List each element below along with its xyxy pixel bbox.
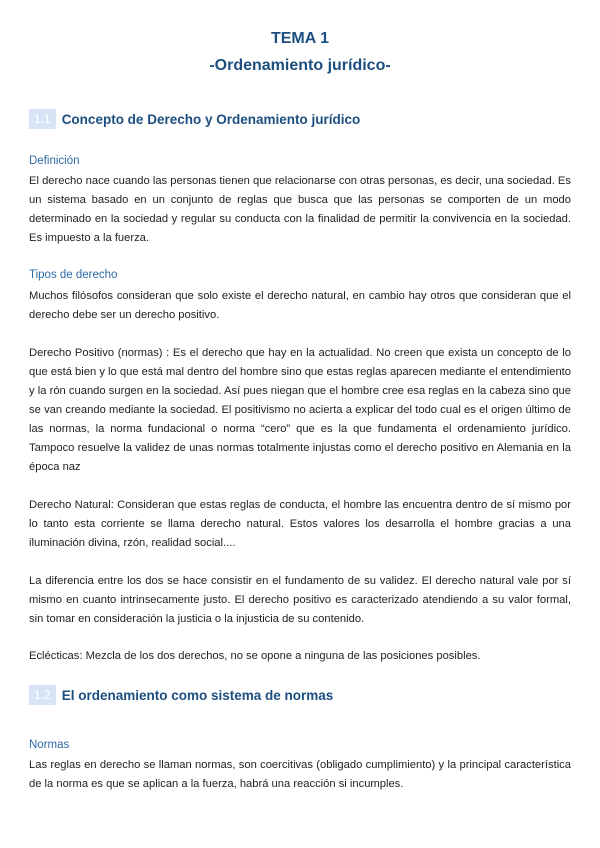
document-subtitle: -Ordenamiento jurídico- [209,57,391,74]
paragraph-normas: Las reglas en derecho se llaman normas, son coercitivas (obligado cumplimiento) y la principal característica de la norma es que se aplican a la fuerza, habrá una reacción si incumples. [29,759,571,790]
section-heading-1-2 [29,685,333,705]
section-heading-1-1 [29,109,360,129]
subheading-definicion: Definición [29,155,80,167]
subheading-normas: Normas [29,739,70,751]
paragraph-derecho-positivo: Derecho Positivo (normas) : Es el derecho que hay en la actualidad. No creen que exista un concepto de lo que está bien y lo que está mal dentro del hombre sino que estas reglas aparecen mediante el entendimiento y la rón cuando surgen en la sociedad. Así pues niegan que el hombre cree esa reglas en la cabeza sino que se van creando mediante la sociedad. El positivismo no acierta a explicar del todo cual es el origen último de las normas, la norma fundacional o norma “cero” que es la que fundamenta el ordenamiento jurídico. Tampoco resuelve la validez de unas normas totalmente injustas como el derecho positivo en Alemania en la época naz [29,347,571,473]
paragraph-tipos-intro: Muchos filósofos consideran que solo existe el derecho natural, en cambio hay otros que consideran que el derecho debe ser un derecho positivo. [29,290,571,321]
paragraph-definicion: El derecho nace cuando las personas tienen que relacionarse con otras personas, es decir, una sociedad. Es un sistema basado en un conjunto de reglas que busca que las personas se comporten de un modo determinado en la sociedad y regular su conducta con la finalidad de permitir la convivencia en la sociedad. Es impuesto a la fuerza. [29,175,571,244]
subheading-tipos: Tipos de derecho [29,269,118,281]
section-title: El ordenamiento como sistema de normas [61,687,334,703]
paragraph-diferencia: La diferencia entre los dos se hace consistir en el fundamento de su validez. El derecho natural vale por sí mismo en cuanto intrinsecamente justo. El derecho positivo es caracterizado atendiendo a su valor formal, sin tomar en consideración la justicia o la injusticia de su contenido. [29,575,571,625]
paragraph-derecho-natural: Derecho Natural: Consideran que estas reglas de conducta, el hombre las encuentra dentro de sí mismo por lo tanto esta corriente se llama derecho natural. Estos valores los desarrolla el hombre gracias a una iluminación divina, rzón, realidad social.... [29,499,571,549]
section-number: 1.1 [29,109,56,129]
section-title: Concepto de Derecho y Ordenamiento jurídico [61,111,361,127]
section-number: 1.2 [29,685,56,705]
document-title: TEMA 1 [270,30,330,47]
paragraph-eclecticas: Eclécticas: Mezcla de los dos derechos, no se opone a ninguna de las posiciones posibles. [29,650,481,662]
